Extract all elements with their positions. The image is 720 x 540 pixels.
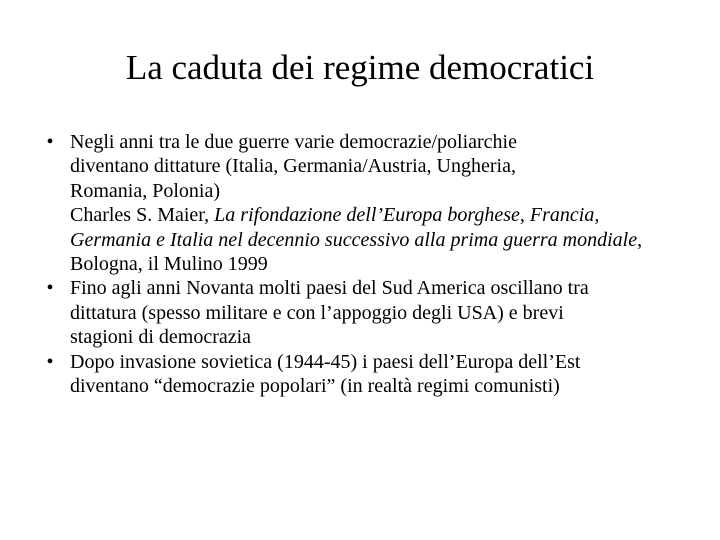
bullet-list: [46, 130, 690, 398]
citation-title-part-1: La rifondazione dell’Europa borghese, Francia,: [214, 204, 600, 227]
bullet-1-line-3: Romania, Polonia): [70, 179, 220, 202]
citation-line-1: [70, 203, 690, 227]
bullet-2-line-3: stagioni di democrazia: [70, 326, 252, 349]
citation-publisher: Bologna, il Mulino 1999: [70, 253, 268, 276]
bullet-item-2: [46, 276, 690, 349]
bullet-1-line-2: diventano dittature (Italia, Germania/Austria, Ungheria,: [70, 155, 516, 178]
citation-line-2: [70, 228, 690, 252]
citation-comma: ,: [637, 228, 643, 251]
citation-author: Charles S. Maier,: [70, 204, 215, 227]
bullet-icon: •: [46, 350, 54, 373]
bullet-1-line-1: Negli anni tra le due guerre varie democrazie/poliarchie: [70, 131, 517, 153]
bullet-item-1: [46, 130, 690, 276]
bullet-item-3: [46, 350, 690, 399]
bullet-icon: •: [46, 131, 54, 153]
bullet-3-line-1: Dopo invasione sovietica (1944-45) i paesi dell’Europa dell’Est: [70, 350, 581, 373]
bullet-2-line-2: dittatura (spesso militare e con l’appoggio degli USA) e brevi: [70, 301, 564, 324]
bullet-icon: •: [46, 277, 54, 300]
slide-title: La caduta dei regime democratici: [125, 48, 595, 87]
citation-title-part-2: Germania e Italia nel decennio successivo alla prima guerra mondiale: [70, 228, 638, 251]
bullet-3-line-2: diventano “democrazie popolari” (in realtà regimi comunisti): [70, 375, 560, 398]
bullet-2-line-1: Fino agli anni Novanta molti paesi del Sud America oscillano tra: [70, 277, 589, 300]
